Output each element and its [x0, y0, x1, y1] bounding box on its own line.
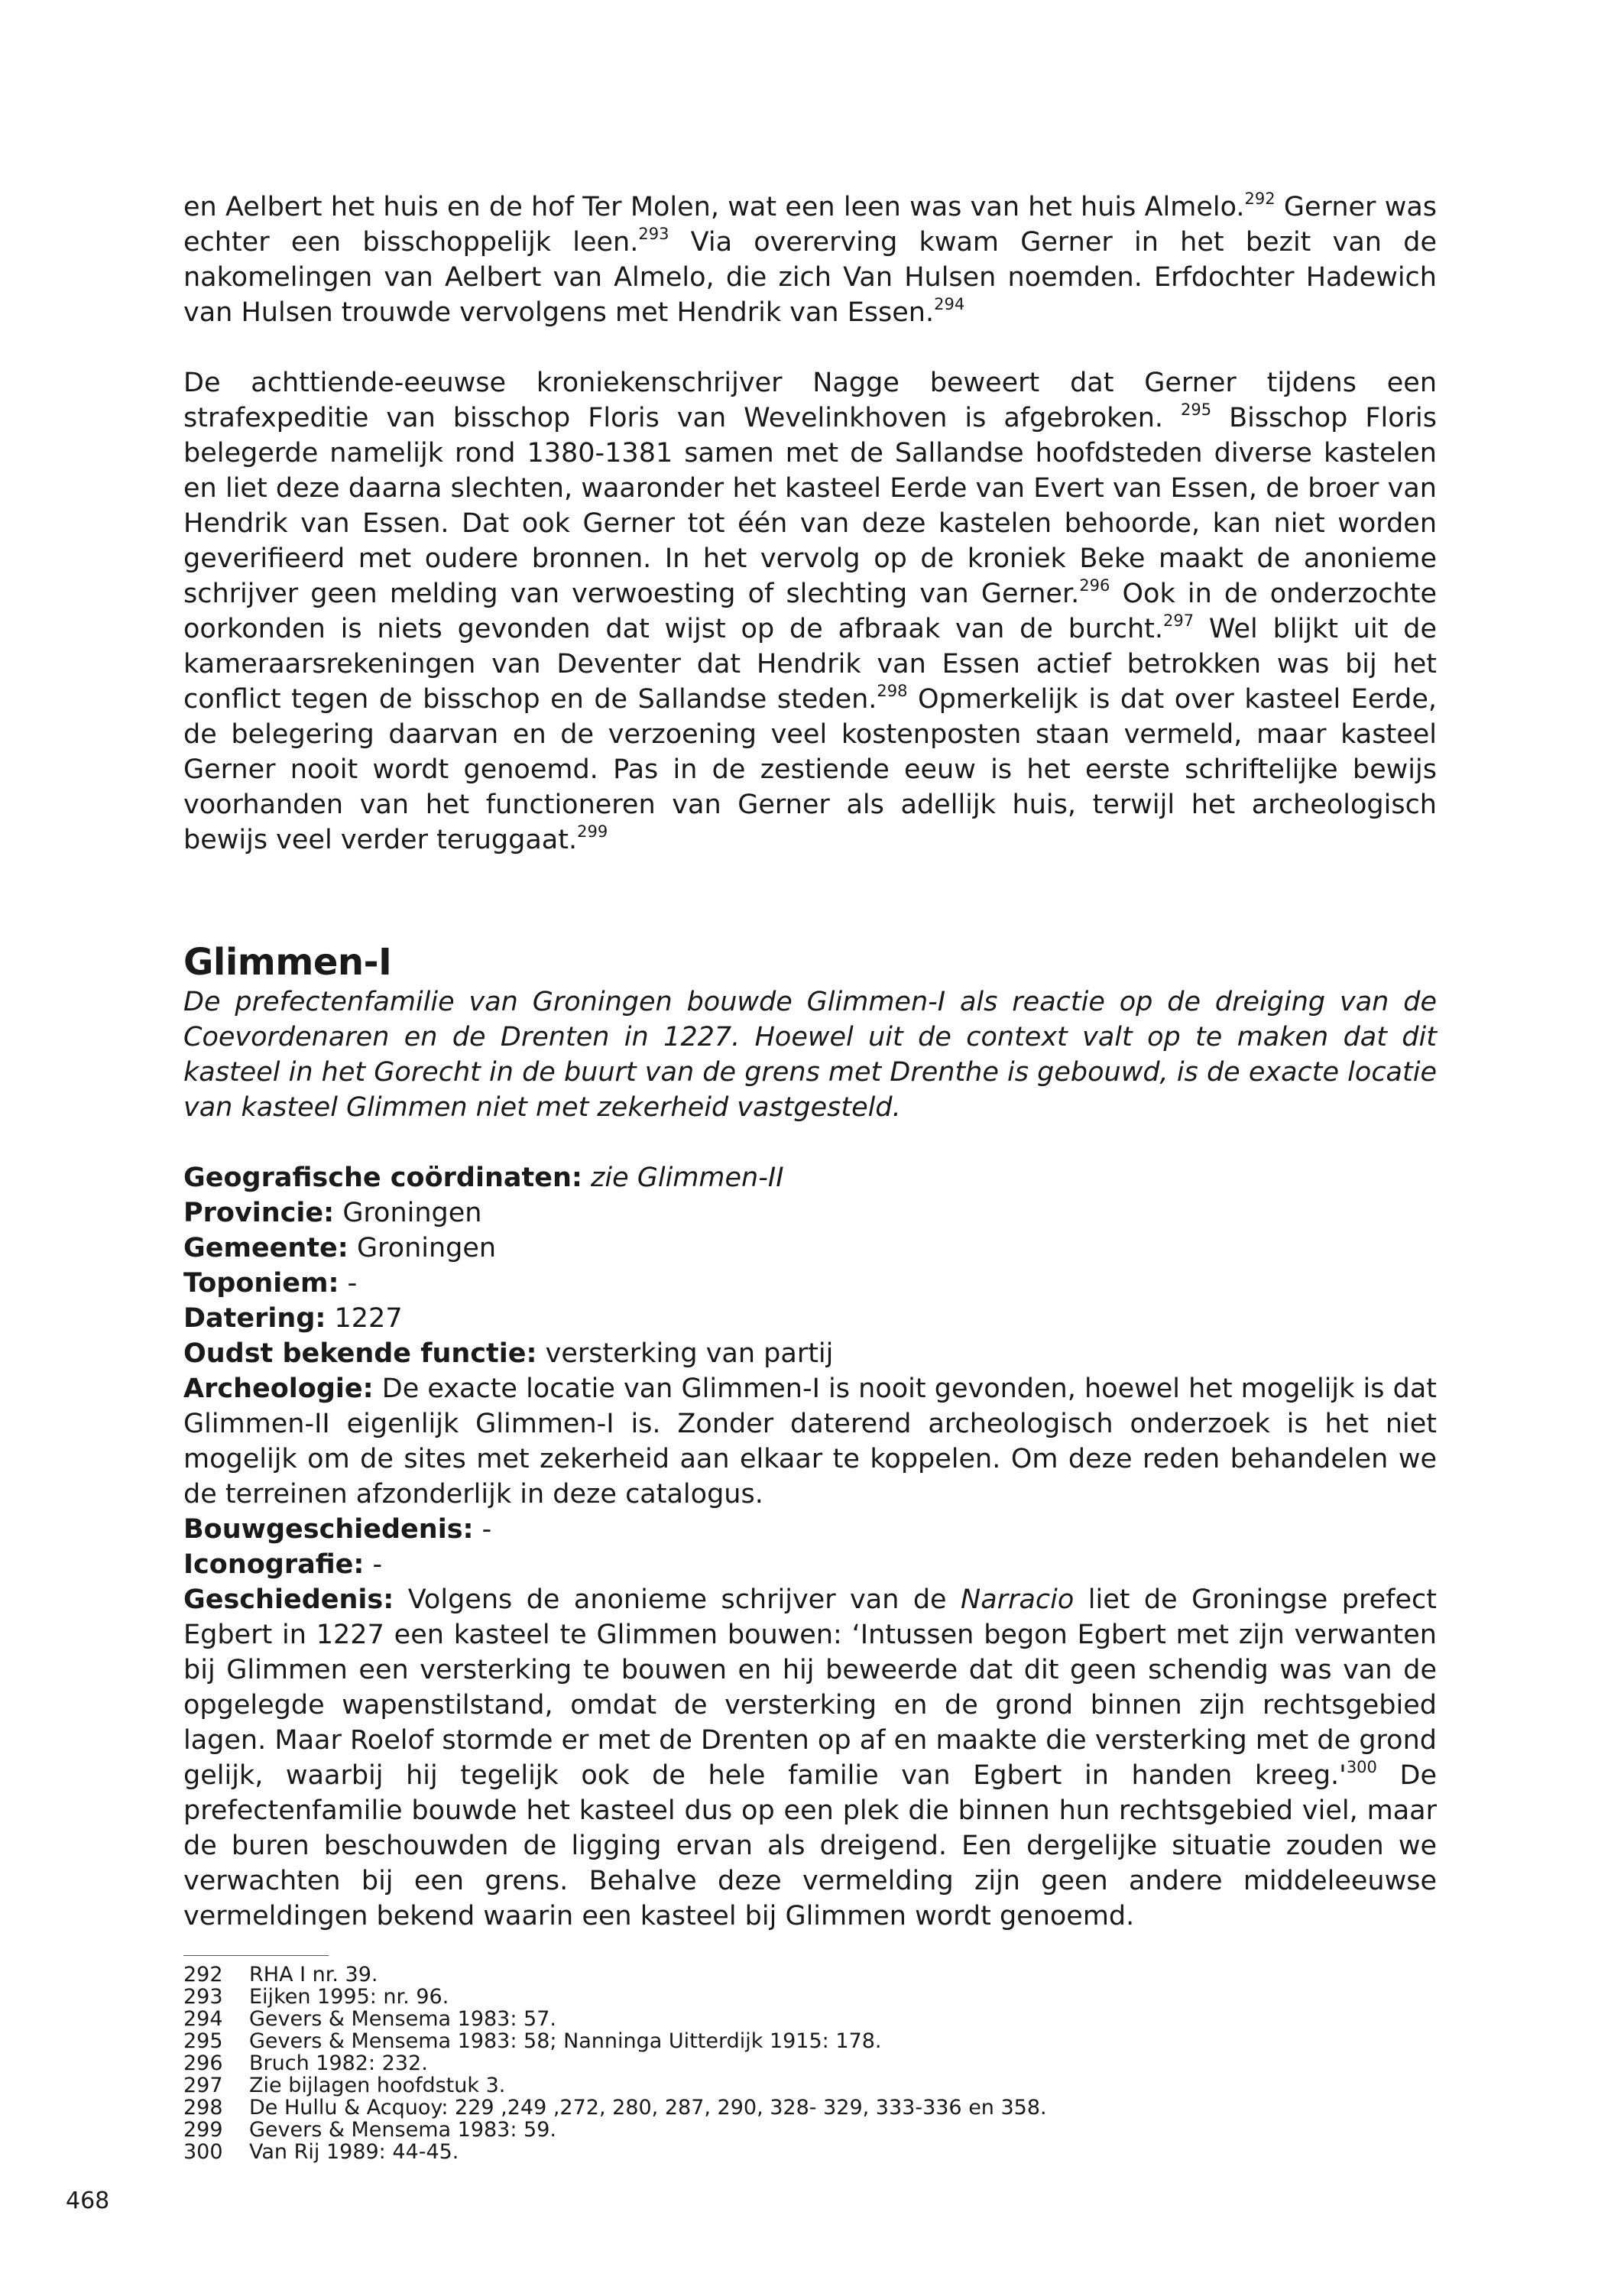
- footnote: [183, 2074, 1437, 2097]
- field-iconography: [183, 1547, 1437, 1582]
- footnote: [183, 1964, 1437, 1986]
- footnote-text: Gevers & Mensema 1983: 57.: [249, 2007, 556, 2031]
- field-value: -: [347, 1268, 358, 1299]
- footnote-ref[interactable]: 295: [1181, 401, 1212, 419]
- text-run: en Aelbert het huis en de hof Ter Molen, wat een leen was van het huis Almelo.: [183, 192, 1245, 222]
- field-building-history: [183, 1512, 1437, 1547]
- paragraph-gerner-destruction: [183, 365, 1437, 858]
- field-value: -: [372, 1549, 383, 1580]
- section-heading: Glimmen-I: [183, 941, 392, 984]
- field-value: -: [481, 1514, 492, 1545]
- text-run: De achttiende-eeuwse kroniekenschrijver Nagge beweert dat Gerner tijdens een strafexpeditie van bisschop Floris van Wevelinkhoven is afgebroken.: [183, 368, 1437, 433]
- footnote-text: De Hullu & Acquoy: 229 ,249 ,272, 280, 287, 290, 328- 329, 333-336 en 358.: [249, 2096, 1047, 2119]
- field-dating: [183, 1301, 1437, 1336]
- field-label: Geografische coördinaten:: [183, 1163, 582, 1193]
- field-value: zie Glimmen-II: [591, 1163, 784, 1193]
- footnote-number: 293: [183, 1985, 223, 2009]
- section-lead: De prefectenfamilie van Groningen bouwde Glimmen-I als reactie op de dreiging van de Coevordenaren en de Drenten in 1227. Hoewel uit de context valt op te maken dat dit kasteel in het Gorecht in de buurt van de grens met Drenthe is gebouwd, is de exacte locatie van kasteel Glimmen niet met zekerheid vastgesteld.: [183, 987, 1437, 1123]
- footnote: [183, 2141, 1437, 2163]
- footnote-text: Eijken 1995: nr. 96.: [249, 1985, 449, 2009]
- field-value: versterking van partij: [545, 1338, 834, 1369]
- text-run: Via overerving kwam Gerner in het bezit van de nakomelingen van Aelbert van Almelo, die zich Van Hulsen noemden. Erfdochter Hadewich van Hulsen trouwde vervolgens met Hendrik van Essen.: [183, 227, 1437, 328]
- footnote-number: 296: [183, 2051, 223, 2075]
- field-value: De exacte locatie van Glimmen-I is nooit gevonden, hoewel het mogelijk is dat Glimmen-II eigenlijk Glimmen-I is. Zonder daterend archeologisch onderzoek is het niet mogelijk om de sites met zekerheid aan elkaar te koppelen. Om deze reden behandelen we de terreinen afzonderlijk in deze catalogus.: [183, 1374, 1437, 1510]
- field-label: Geschiedenis:: [183, 1584, 394, 1615]
- field-label: Gemeente:: [183, 1233, 348, 1263]
- field-value: 1227: [334, 1303, 403, 1334]
- footnote: [183, 2052, 1437, 2074]
- field-label: Iconografie:: [183, 1549, 365, 1580]
- field-value: Groningen: [356, 1233, 497, 1263]
- text-run: Ook in de onderzochte oorkonden is niets gevonden dat wijst op de afbraak van de burcht.: [183, 579, 1437, 644]
- footnote-number: 292: [183, 1963, 223, 1987]
- footnote: [183, 2008, 1437, 2030]
- text-run: Volgens de anonieme schrijver van de: [407, 1584, 961, 1615]
- footnote-ref[interactable]: 298: [877, 682, 908, 700]
- text-run: Gerner was echter een bisschoppelijk leen.: [183, 192, 1438, 258]
- footnote-ref[interactable]: 299: [577, 822, 608, 841]
- footnote-text: Zie bijlagen hoofdstuk 3.: [249, 2074, 506, 2097]
- field-label: Provincie:: [183, 1198, 335, 1228]
- field-label: Toponiem:: [183, 1268, 339, 1299]
- text-run: Wel blijkt uit de kameraarsrekeningen van Deventer dat Hendrik van Essen actief betrokken was bij het conflict tegen de bisschop en de Sallandse steden.: [183, 614, 1437, 715]
- footnote-text: RHA I nr. 39.: [249, 1963, 378, 1987]
- footnote-ref[interactable]: 292: [1244, 190, 1276, 208]
- footnote-number: 297: [183, 2074, 223, 2097]
- field-label: Archeologie:: [183, 1374, 374, 1404]
- text-run: Opmerkelijk is dat over kasteel Eerde, de belegering daarvan en de verzoening veel kostenposten staan vermeld, maar kasteel Gerner nooit wordt genoemd. Pas in de zestiende eeuw is het eerste schriftelijke bewijs voorhanden van het functioneren van Gerner als adellijk huis, terwijl het archeologisch bewijs veel verder teruggaat.: [183, 684, 1437, 855]
- footnote-number: 299: [183, 2118, 223, 2142]
- footnote-ref[interactable]: 293: [638, 225, 669, 243]
- footnote-text: Gevers & Mensema 1983: 59.: [249, 2118, 556, 2142]
- field-province: [183, 1195, 1437, 1231]
- field-label: Oudst bekende functie:: [183, 1338, 537, 1369]
- field-history: [183, 1582, 1437, 1934]
- footnote-text: Van Rij 1989: 44-45.: [249, 2140, 459, 2164]
- catalogue-fields: [183, 1160, 1437, 1934]
- footnote-ref[interactable]: 297: [1163, 611, 1194, 630]
- footnote-divider: [183, 1955, 329, 1956]
- field-municipality: [183, 1231, 1437, 1266]
- footnote-text: Gevers & Mensema 1983: 58; Nanninga Uitterdijk 1915: 178.: [249, 2029, 882, 2053]
- footnotes: [183, 1964, 1437, 2163]
- footnote-number: 295: [183, 2029, 223, 2053]
- field-function: [183, 1336, 1437, 1371]
- footnote-number: 298: [183, 2096, 223, 2119]
- footnote-number: 300: [183, 2140, 223, 2164]
- field-toponym: [183, 1266, 1437, 1301]
- text-run: Bisschop Floris belegerde namelijk rond 1380-1381 samen met de Sallandse hoofdsteden diverse kastelen en liet deze daarna slechten, waaronder het kasteel Eerde van Evert van Essen, de broer van Hendrik van Essen. Dat ook Gerner tot één van deze kastelen behoorde, kan niet worden geverifieerd met oudere bronnen. In het vervolg op de kroniek Beke maakt de anonieme schrijver geen melding van verwoesting of slechting van Gerner.: [183, 403, 1437, 609]
- field-archaeology: [183, 1371, 1437, 1512]
- field-coordinates: [183, 1160, 1437, 1195]
- text-run: liet de Groningse prefect Egbert in 1227 een kasteel te Glimmen bouwen: ‘Intussen begon Egbert met zijn verwanten bij Glimmen een versterking te bouwen en hij beweerde dat dit geen schendig was van de opgelegde wapenstilstand, omdat de versterking en de grond binnen zijn rechtsgebied lagen. Maar Roelof stormde er met de Drenten op af en maakte die versterking met de grond gelijk, waarbij hij tegelijk ook de hele familie van Egbert in handen kreeg.': [183, 1584, 1437, 1791]
- field-label: Datering:: [183, 1303, 326, 1334]
- footnote: [183, 2119, 1437, 2141]
- field-value: Groningen: [342, 1198, 482, 1228]
- text-run: De prefectenfamilie bouwde het kasteel dus op een plek die binnen hun rechtsgebied viel, maar de buren beschouwden de ligging ervan als dreigend. Een dergelijke situatie zouden we verwachten bij een grens. Behalve deze vermelding zijn geen andere middeleeuwse vermeldingen bekend waarin een kasteel bij Glimmen wordt genoemd.: [183, 1760, 1438, 1931]
- footnote-text: Bruch 1982: 232.: [249, 2051, 428, 2075]
- footnote: [183, 2097, 1437, 2119]
- text-run-italic: Narracio: [961, 1584, 1075, 1615]
- paragraph-gerner-fief: [183, 190, 1437, 330]
- field-label: Bouwgeschiedenis:: [183, 1514, 474, 1545]
- page-number: 468: [66, 2188, 110, 2214]
- footnote-ref[interactable]: 300: [1346, 1758, 1377, 1776]
- footnote-ref[interactable]: 296: [1079, 576, 1110, 595]
- footnote-ref[interactable]: 294: [934, 295, 965, 313]
- page-body: [183, 190, 1437, 2163]
- footnote: [183, 2030, 1437, 2052]
- footnote: [183, 1986, 1437, 2008]
- footnote-number: 294: [183, 2007, 223, 2031]
